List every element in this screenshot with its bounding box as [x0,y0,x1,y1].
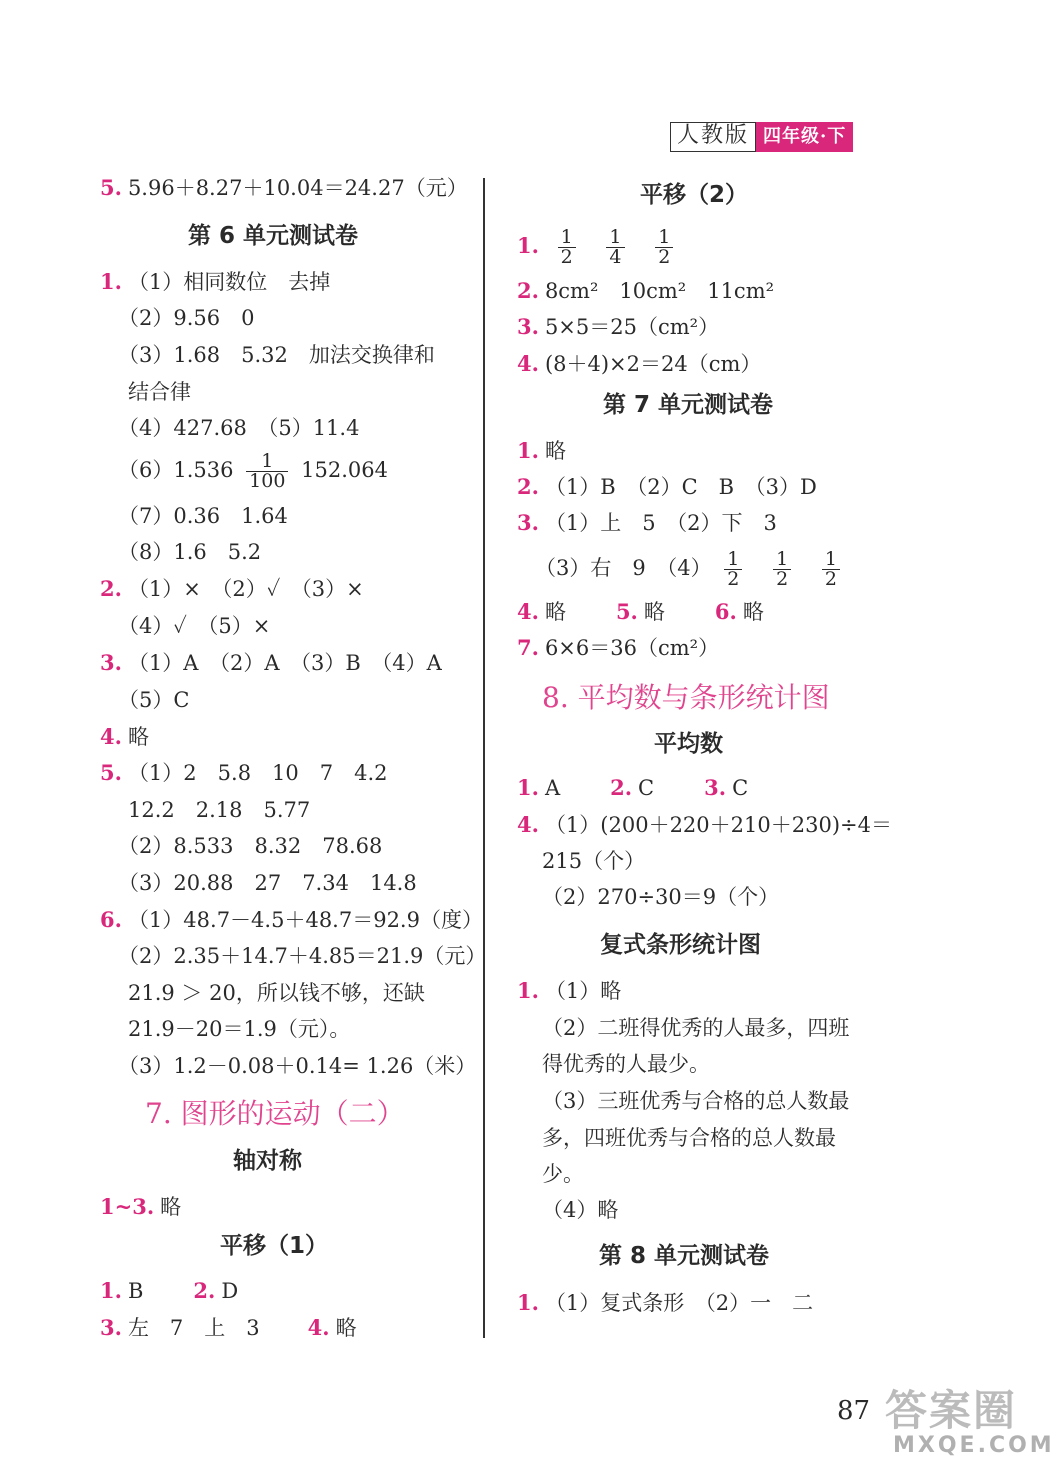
compound-bar-chart-heading: 复式条形统计图 [600,932,761,958]
answer-line: 1. （1）复式条形 （2）一 二 [517,1290,814,1315]
edition-label: 人教版 [670,122,756,152]
answer-line: （2）270÷30＝9（个） [542,885,780,909]
answer-line: 215（个） [542,849,646,873]
fraction: $\frac{1}{2}$ [655,228,673,267]
answer-line: 3. （1）上 5 （2）下 3 [517,510,777,535]
answer-line: （2）2.35＋14.7＋4.85＝21.9（元） [118,944,487,968]
translation1-heading: 平移（1） [220,1233,329,1259]
answer-line: 1. （1）略 [517,978,622,1003]
answer-line: 4. （1）(200＋220＋210＋230)÷4＝ [517,812,892,837]
answer-line: （4）427.68 （5）11.4 [118,416,360,440]
answer-line: 1. 略 [517,438,566,463]
answer-line: （2）8.533 8.32 78.68 [118,834,383,858]
answer-line: 2. （1）B （2）C B （3）D [517,474,817,499]
unit6-test-heading: 第 6 单元测试卷 [188,223,359,249]
answer-line: 多，四班优秀与合格的总人数最 [542,1126,836,1150]
answer-line: 1. A 2. C 3. C [517,775,749,800]
fraction: $\frac{1}{2}$ [558,228,576,267]
answer-line: 7. 6×6＝36（cm²） [517,635,720,660]
answer-line: 结合律 [128,380,191,404]
answer-line: 5. 5.96＋8.27＋10.04＝24.27（元） [100,175,468,200]
answer-line: 1. B 2. D [100,1278,239,1303]
average-heading: 平均数 [654,731,723,757]
answer-line: （3）右 9 （4） $\frac{1}{2}$ $\frac{1}{2}$ $\frac{1}{2}$ [535,550,846,589]
answer-line: （8）1.6 5.2 [118,540,262,564]
unit8-test-heading: 第 8 单元测试卷 [599,1243,770,1269]
answer-line: 21.9 ＞ 20，所以钱不够，还缺 [128,981,425,1005]
answer-line: 3. （1）A （2）A （3）B （4）A [100,650,442,675]
answer-line: 4. 略 [100,724,149,749]
answer-line: （6）1.536 $\frac{1}{100}$ 152.064 [118,450,388,492]
fraction: $\frac{1}{2}$ [724,550,742,589]
answer-line: 3. 5×5＝25（cm²） [517,314,720,339]
answer-line: 少。 [542,1162,584,1186]
unit7-test-heading: 第 7 单元测试卷 [603,392,774,418]
column-divider [483,178,485,1338]
answer-line: （3）1.2－0.08＋0.14= 1.26（米） [118,1054,477,1078]
answer-line: 21.9－20＝1.9（元）。 [128,1017,351,1041]
answer-line: （3）三班优秀与合格的总人数最 [542,1089,850,1113]
answer-line: （7）0.36 1.64 [118,504,288,528]
translation2-heading: 平移（2） [640,182,749,208]
answer-line: 5. （1）2 5.8 10 7 4.2 [100,760,388,785]
chapter8-heading: 8. 平均数与条形统计图 [542,681,830,714]
answer-line: 3. 左 7 上 3 4. 略 [100,1315,357,1340]
answer-line: （4）✓ （5）× [118,614,271,638]
axis-symmetry-heading: 轴对称 [233,1148,302,1174]
page-number: 87 [837,1396,871,1426]
answer-line: （3）1.68 5.32 加法交换律和 [118,343,435,367]
watermark-logo: 答案圈 MXQE.COM [885,1386,1055,1458]
answer-line: （3）20.88 27 7.34 14.8 [118,871,417,895]
answer-line: 4. (8＋4)×2＝24（cm） [517,351,762,376]
answer-line: （2）9.56 0 [118,306,255,330]
chapter7-heading: 7. 图形的运动（二） [145,1097,405,1130]
fraction: $\frac{1}{4}$ [606,228,624,267]
answer-line: 得优秀的人最少。 [542,1052,710,1076]
answer-line: （5）C [118,688,190,712]
fraction: $\frac{1}{2}$ [773,550,791,589]
fraction: $\frac{1}{100}$ [246,452,288,491]
answer-line: 1. （1）相同数位 去掉 [100,269,331,294]
answer-line: （2）二班得优秀的人最多，四班 [542,1016,850,1040]
fraction: $\frac{1}{2}$ [822,550,840,589]
answer-line: 6. （1）48.7－4.5＋48.7＝92.9（度） [100,907,483,932]
answer-line: 2. 8cm² 10cm² 11cm² [517,278,775,303]
answer-line: 12.2 2.18 5.77 [128,798,311,822]
answer-line: 2. （1）× （2）✓ （3）× [100,576,364,601]
answer-line: 1~3. 略 [100,1194,182,1219]
answer-line: 4. 略 5. 略 6. 略 [517,599,764,624]
grade-label: 四年级·下 [756,122,853,152]
book-edition-header [670,122,853,152]
answer-line: 1. $\frac{1}{2}$ $\frac{1}{4}$ $\frac{1}{2}$ [517,228,679,267]
answer-line: （4）略 [542,1198,619,1222]
